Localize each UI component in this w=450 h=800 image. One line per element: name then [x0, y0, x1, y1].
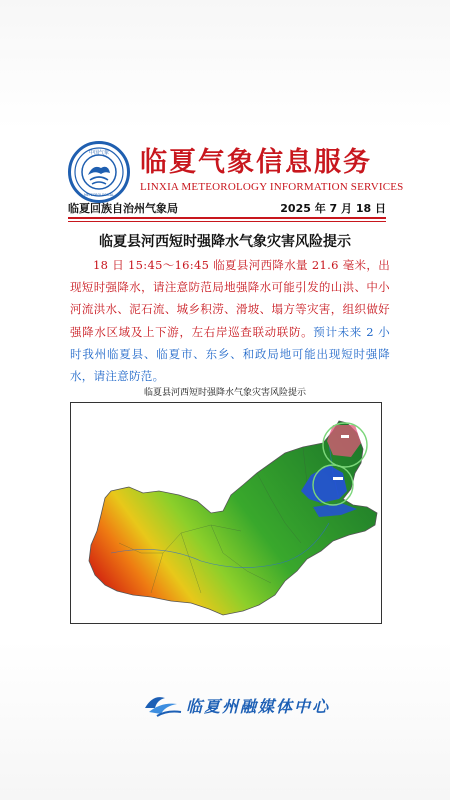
issuer-row [68, 200, 386, 216]
document-title: 临夏县河西短时强降水气象灾害风险提示 [99, 234, 351, 250]
issue-date: 2025 年 7 月 18 日 [280, 202, 386, 215]
risk-map-graphic [71, 403, 381, 623]
service-title-english: LINXIA METEOROLOGY INFORMATION SERVICES [140, 181, 404, 193]
meteorology-logo-icon [68, 141, 130, 203]
risk-map [70, 402, 382, 624]
top-background [0, 0, 450, 130]
service-title: 临夏气象信息服务 [140, 147, 372, 178]
media-center-name: 临夏州融媒体中心 [186, 697, 331, 716]
issuer-name: 临夏回族自治州气象局 [68, 202, 178, 215]
header-divider [68, 217, 386, 219]
forecast-text-blue: 预计未来 2 小时我州临夏县、临夏市、东乡、和政局地可能出现短时强降水，请注意防范。 [70, 324, 390, 384]
warning-paragraph [70, 254, 390, 387]
header-divider-thin [68, 221, 386, 222]
warning-text-red: 18 日 15:45～16:45 临夏县河西降水量 21.6 毫米，出现短时强降水，请注意防范局地强降水可能引发的山洪、中小河流洪水、泥石流、城乡积涝、滑坡、塌方等灾害，组织做好强降水区域及上下游，左右岸巡查联动联防。 [70, 258, 390, 339]
bottom-background [0, 640, 450, 800]
svg-text:METEOROLOGICAL: METEOROLOGICAL [84, 193, 114, 197]
wave-logo-icon [143, 690, 183, 722]
svg-text:中国气象: 中国气象 [88, 150, 110, 156]
map-caption: 临夏县河西短时强降水气象灾害风险提示 [143, 388, 306, 398]
